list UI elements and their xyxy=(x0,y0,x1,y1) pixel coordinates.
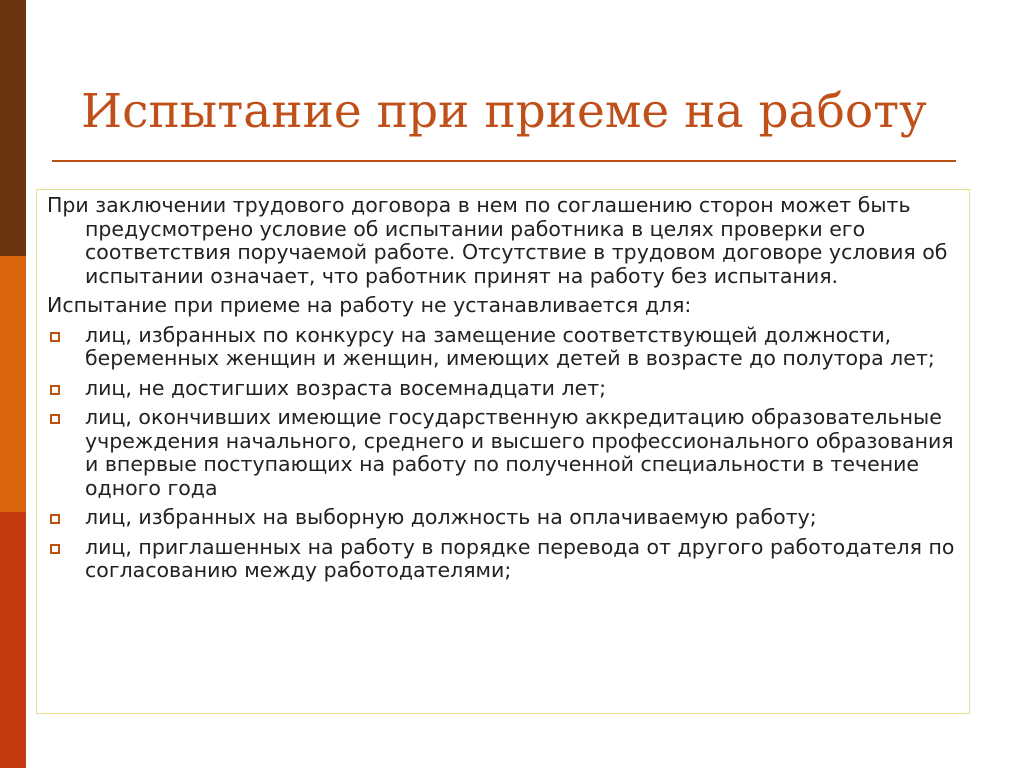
hollow-square-bullet-icon xyxy=(50,514,60,524)
hollow-square-bullet-icon xyxy=(50,544,60,554)
slide-title: Испытание при приеме на работу xyxy=(81,84,927,139)
list-item-text: лиц, приглашенных на работу в порядке перевода от другого работодателя по согласованию между работодателями; xyxy=(85,534,955,582)
list-item xyxy=(47,506,959,530)
list-item-text: лиц, окончивших имеющие государственную аккредитацию образовательные учреждения начального, среднего и высшего профессионального образования и впервые поступающих на работу по полученной специальности в течение одного года xyxy=(85,405,954,500)
content-box xyxy=(36,189,970,714)
title-underline xyxy=(52,160,956,162)
side-bar-segment-top xyxy=(0,0,26,256)
list-item-text: лиц, не достигших возраста восемнадцати лет; xyxy=(85,375,607,400)
intro-paragraph: При заключении трудового договора в нем по соглашению сторон может быть предусмотрено условие об испытании работника в целях проверки его соответствия поручаемой работе. Отсутствие в трудовом договоре условия об испытании означает, что работник принят на работу без испытания. xyxy=(47,193,948,288)
list-item-text: лиц, избранных на выборную должность на оплачиваемую работу; xyxy=(85,505,817,529)
hollow-square-bullet-icon xyxy=(50,385,60,395)
list-item xyxy=(47,324,959,371)
list-heading: Испытание при приеме на работу не устанавливается для: xyxy=(47,293,692,317)
list-item xyxy=(47,377,959,401)
hollow-square-bullet-icon xyxy=(50,414,60,424)
side-bar-segment-middle xyxy=(0,256,26,512)
side-color-bar xyxy=(0,0,26,768)
hollow-square-bullet-icon xyxy=(50,332,60,342)
side-bar-segment-bottom xyxy=(0,512,26,768)
list-item-text: лиц, избранных по конкурсу на замещение соответствующей должности, беременных женщин и женщин, имеющих детей в возрасте до полутора лет; xyxy=(85,322,935,370)
content-text xyxy=(47,194,959,583)
list-item xyxy=(47,536,959,583)
exemption-list xyxy=(47,324,959,583)
list-item xyxy=(47,406,959,500)
